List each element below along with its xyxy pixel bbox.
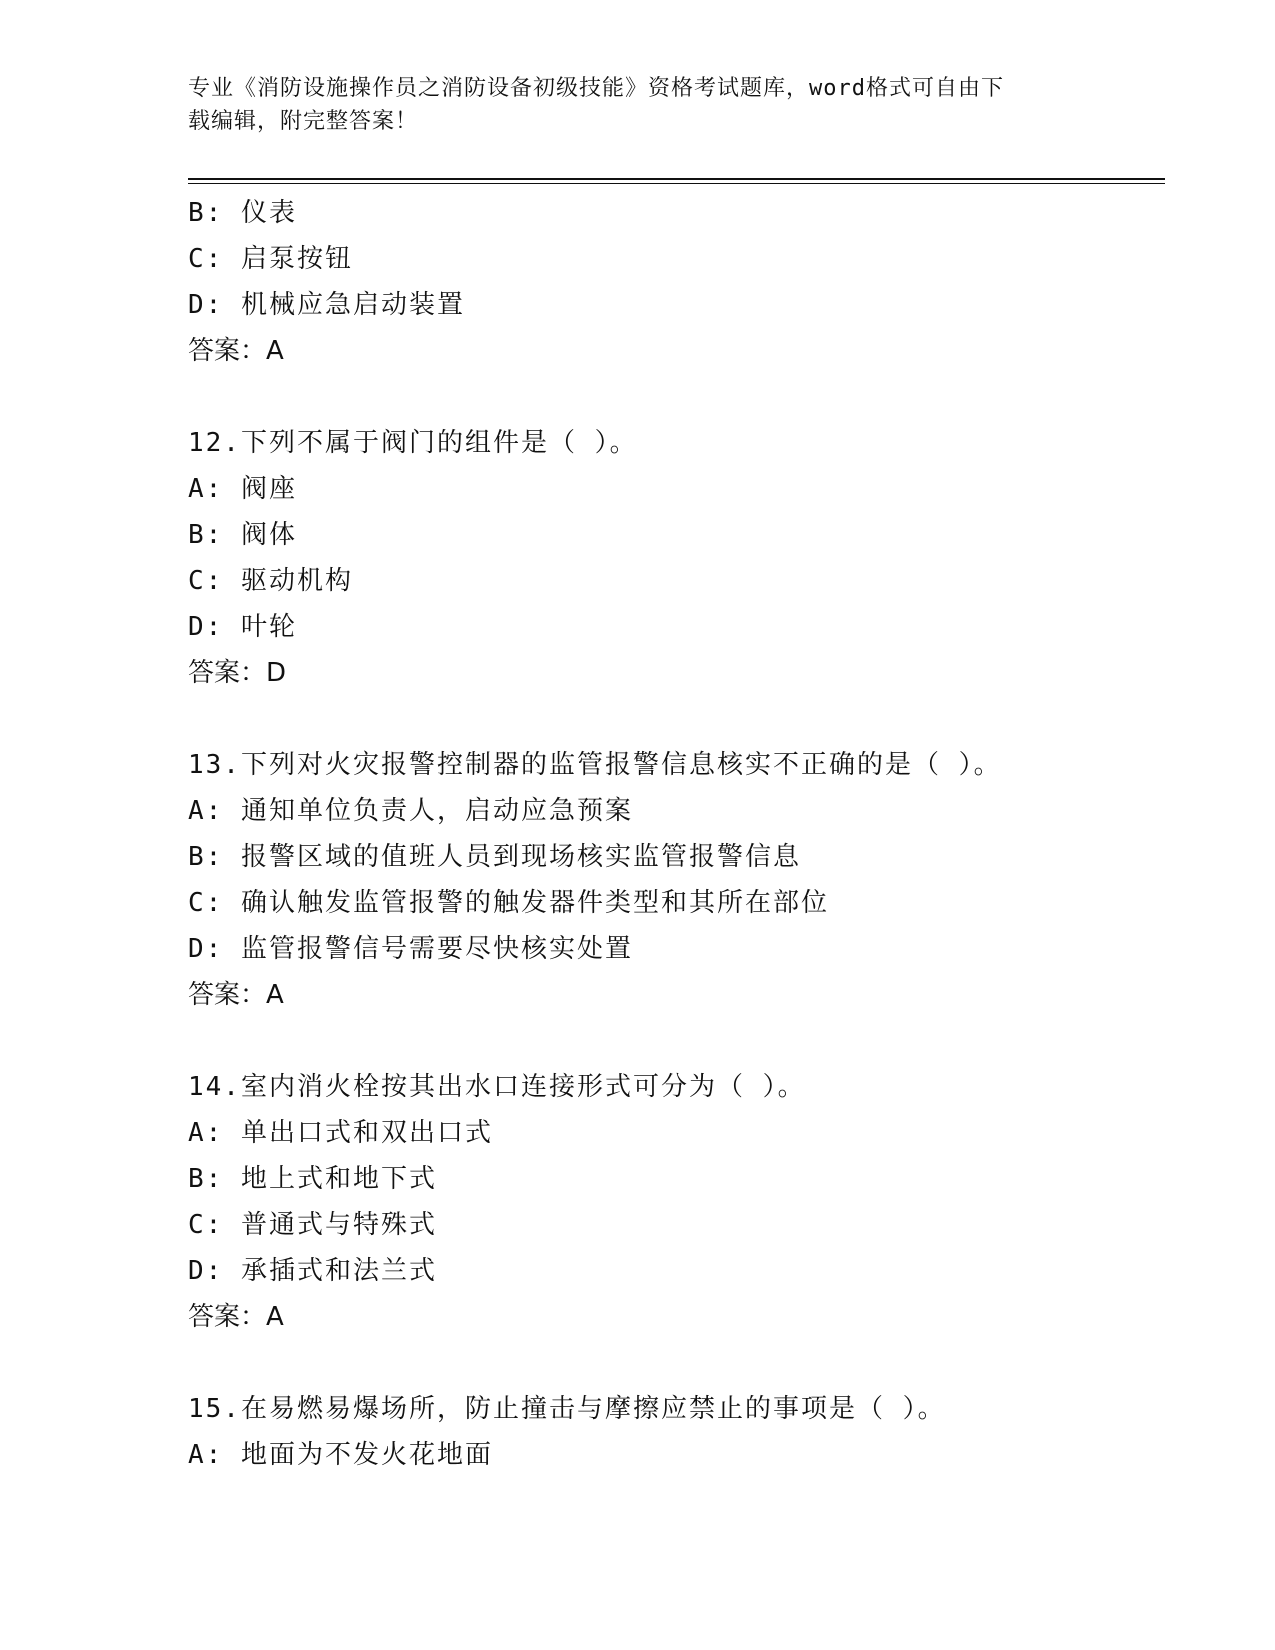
option-a: A: 通知单位负责人，启动应急预案 <box>188 796 633 826</box>
header-line-1: 专业《消防设施操作员之消防设备初级技能》资格考试题库，word格式可自由下 <box>188 76 1004 101</box>
option-a: A: 地面为不发火花地面 <box>188 1440 493 1470</box>
option-b: B: 仪表 <box>188 198 297 228</box>
question-block-11 <box>188 190 1168 374</box>
option-b: B: 阀体 <box>188 520 297 550</box>
question-stem: 14.室内消火栓按其出水口连接形式可分为（ ）。 <box>188 1072 806 1102</box>
header-line-2: 载编辑，附完整答案！ <box>188 109 419 134</box>
question-block-12 <box>188 420 1168 696</box>
option-b: B: 地上式和地下式 <box>188 1164 437 1194</box>
option-a: A: 单出口式和双出口式 <box>188 1118 493 1148</box>
option-c: C: 驱动机构 <box>188 566 353 596</box>
option-c: C: 启泵按钮 <box>188 244 353 274</box>
option-d: D: 机械应急启动装置 <box>188 290 465 320</box>
question-block-15 <box>188 1386 1168 1478</box>
answer-line: 答案：D <box>188 658 287 688</box>
option-d: D: 承插式和法兰式 <box>188 1256 437 1286</box>
header-divider-thin <box>188 183 1165 184</box>
spacer <box>188 696 1168 742</box>
answer-line: 答案：A <box>188 980 284 1010</box>
document-header <box>188 72 1068 138</box>
question-block-13 <box>188 742 1168 1018</box>
header-divider-thick <box>188 178 1165 180</box>
question-stem: 12.下列不属于阀门的组件是（ ）。 <box>188 428 638 458</box>
option-d: D: 叶轮 <box>188 612 297 642</box>
option-c: C: 普通式与特殊式 <box>188 1210 437 1240</box>
question-list <box>188 190 1168 1478</box>
option-a: A: 阀座 <box>188 474 297 504</box>
question-stem: 13.下列对火灾报警控制器的监管报警信息核实不正确的是（ ）。 <box>188 750 1002 780</box>
question-stem: 15.在易燃易爆场所，防止撞击与摩擦应禁止的事项是（ ）。 <box>188 1394 946 1424</box>
answer-line: 答案：A <box>188 336 284 366</box>
question-block-14 <box>188 1064 1168 1340</box>
option-d: D: 监管报警信号需要尽快核实处置 <box>188 934 633 964</box>
spacer <box>188 1340 1168 1386</box>
answer-line: 答案：A <box>188 1302 284 1332</box>
spacer <box>188 374 1168 420</box>
spacer <box>188 1018 1168 1064</box>
option-b: B: 报警区域的值班人员到现场核实监管报警信息 <box>188 842 801 872</box>
option-c: C: 确认触发监管报警的触发器件类型和其所在部位 <box>188 888 829 918</box>
